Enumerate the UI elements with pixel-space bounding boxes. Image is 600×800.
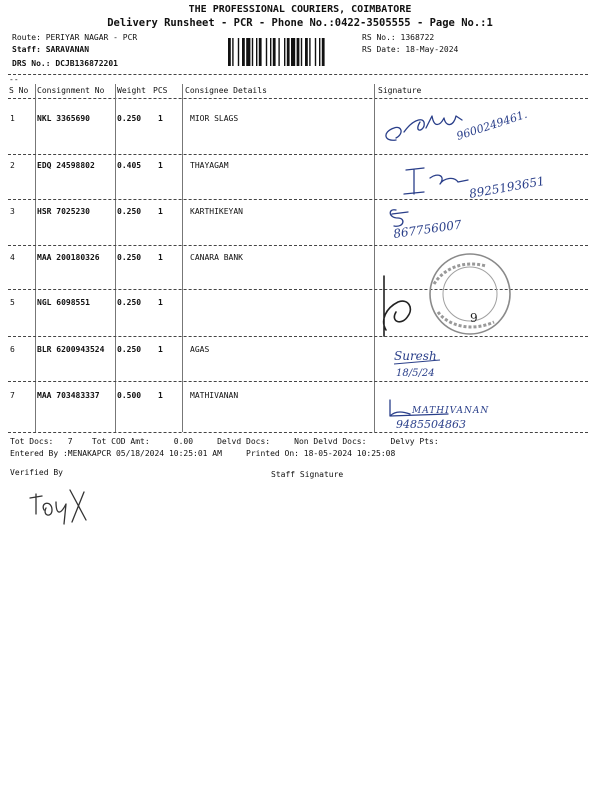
table-row [0,207,380,219]
row-sno: 3 [10,207,15,216]
row-weight: 0.250 [117,207,142,216]
signature-date: 18/5/24 [396,368,435,379]
signature-phone: 9485504863 [396,418,466,431]
barcode [228,38,354,66]
drs-number: DRS No.: DCJB136872201 [12,59,118,68]
col-header-pcs: PCS [153,86,168,95]
col-header-consignment: Consignment No [37,86,105,95]
row-sno: 2 [10,161,15,170]
row-consignee: MATHIVANAN [190,391,239,400]
row-consignment: NKL 3365690 [37,114,90,123]
col-header-consignee: Consignee Details [185,86,267,95]
signature-row-3 [390,210,463,241]
row-consignment: EDQ 24598802 [37,161,95,170]
table-row [0,161,380,173]
signature-row-2 [404,168,546,201]
row-pcs: 1 [158,298,163,307]
col-header-sno: S No [9,86,29,95]
row-sno: 4 [10,253,15,262]
row-consignment: NGL 6098551 [37,298,90,307]
col-header-signature: Signature [378,86,422,95]
signature-row-7 [390,400,489,431]
table-row [0,114,380,126]
row-pcs: 1 [158,207,163,216]
signature-mark: 9 [470,311,478,325]
row-consignee: CANARA BANK [190,253,243,262]
signature-area [374,98,588,434]
row-pcs: 1 [158,391,163,400]
verified-by-label: Verified By [10,468,63,477]
signature-name: MATHIVANAN [412,406,490,416]
entered-by-line: Entered By :MENAKAPCR 05/18/2024 10:25:01 AM Printed On: 18-05-2024 10:25:08 [10,449,396,458]
table-row [0,298,380,310]
row-sno: 5 [10,298,15,307]
signature-row-6 [394,349,440,379]
signature-phone: 8925193651 [468,173,546,201]
row-weight: 0.250 [117,114,142,123]
row-consignment: BLR 6200943524 [37,345,105,354]
row-sno: 7 [10,391,15,400]
row-weight: 0.250 [117,298,142,307]
staff-signature-label: Staff Signature [271,470,344,479]
row-consignment: HSR 7025230 [37,207,90,216]
col-header-weight: Weight [117,86,146,95]
row-weight: 0.250 [117,253,142,262]
rs-number: RS No.: 1368722 [362,33,435,42]
row-pcs: 1 [158,345,163,354]
table-row [0,391,380,403]
signature-phone: 9600249461. [454,107,529,143]
row-pcs: 1 [158,114,163,123]
totals-line: Tot Docs: 7 Tot COD Amt: 0.00 Delvd Docs: Non Delvd Docs: Delvy Pts: [10,437,439,446]
barcode-graphic [228,38,354,66]
company-name: THE PROFESSIONAL COURIERS, COIMBATORE [188,4,412,15]
row-sno: 6 [10,345,15,354]
row-consignee: THAYAGAM [190,161,229,170]
row-weight: 0.250 [117,345,142,354]
staff-label: Staff: SARAVANAN [12,45,90,54]
rs-date: RS Date: 18-May-2024 [362,45,459,54]
row-pcs: 1 [158,253,163,262]
row-sno: 1 [10,114,15,123]
table-row [0,253,380,265]
row-consignee: AGAS [190,345,210,354]
table-row [0,345,380,357]
row-consignment: MAA 703483337 [37,391,100,400]
row-consignment: MAA 200180326 [37,253,100,262]
row-consignee: KARTHIKEYAN [190,207,243,216]
signature-name: Suresh [394,349,437,363]
verifier-signature [26,480,96,532]
row-consignee: MIOR SLAGS [190,114,239,123]
route-label: Route: PERIYAR NAGAR - PCR [12,33,138,42]
lead-mark: -- [9,75,19,84]
signature-row-1 [386,108,529,143]
page-title: Delivery Runsheet - PCR - Phone No.:0422-3505555 - Page No.:1 [107,17,493,29]
signature-phone: 867756007 [392,217,463,241]
row-weight: 0.405 [117,161,142,170]
divider [8,74,588,75]
row-weight: 0.500 [117,391,142,400]
row-pcs: 1 [158,161,163,170]
